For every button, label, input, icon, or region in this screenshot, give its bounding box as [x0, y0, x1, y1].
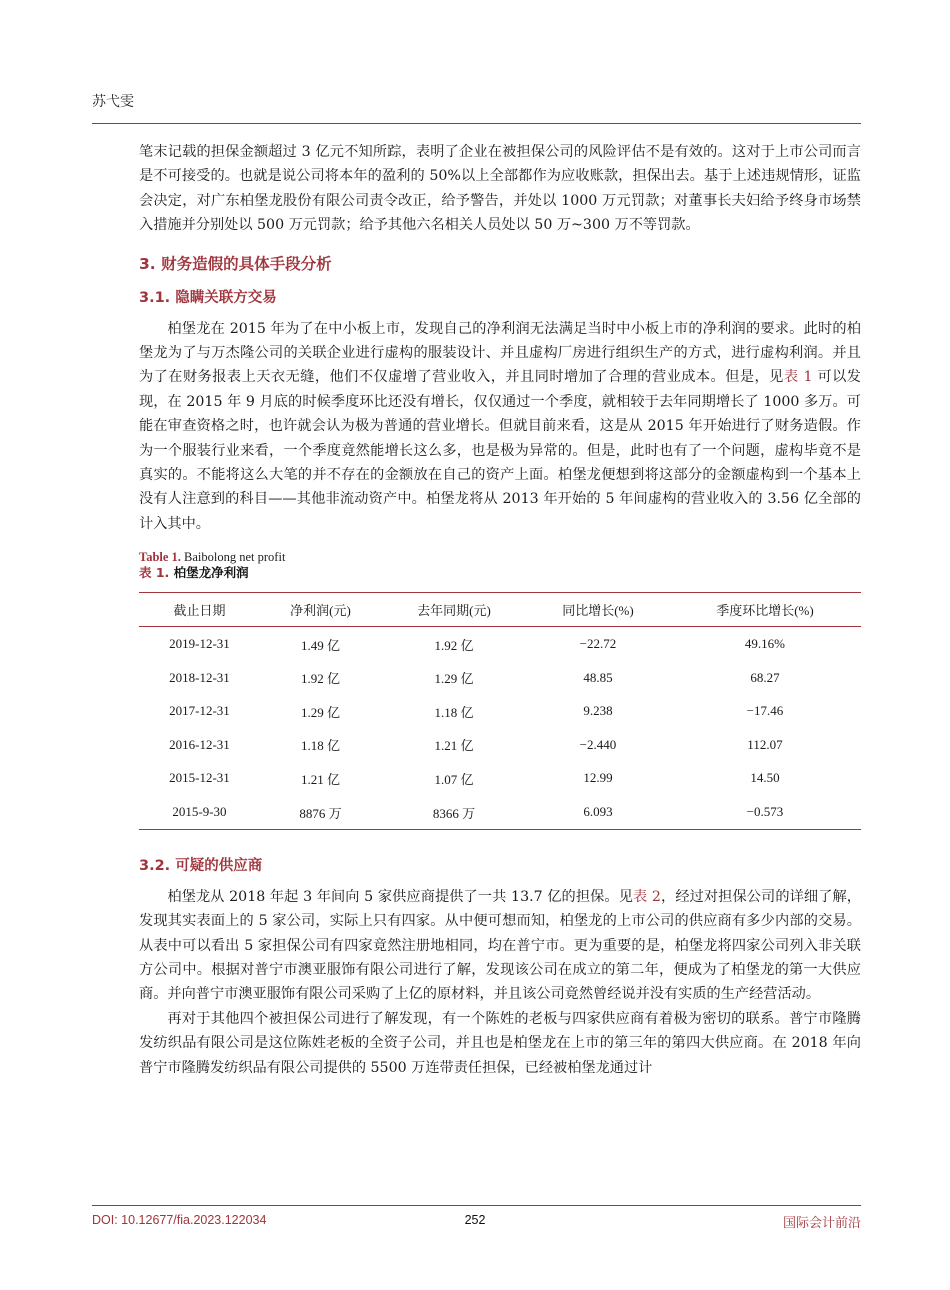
column-header-date: 截止日期	[139, 593, 260, 627]
table-row	[139, 762, 861, 796]
paragraph-text: 可以发现，在 2015 年 9 月底的时候季度环比还没有增长，仅仅通过一个季度，就相较于去年同期增长了 1000 多万。可能在审查资格之时，也许就会认为极为普通的营业增长。但就目前来看，这是从 2015 年开始进行了财务造假。作为一个服装行业来看，一个季度竟然能增长这么多，也是极为异常的。但是，此时也有了一个问题，虚构毕竟不是真实的。不能将这么大笔的并不存在的金额放在自己的资产上面。柏堡龙便想到将这部分的金额虚构到一个基本上没有人注意到的科目——其他非流动资产中。柏堡龙将从 2013 年开始的 5 年间虚构的营业收入的 3.56 亿全部的计入其中。	[139, 369, 861, 532]
table-row	[139, 627, 861, 661]
table-row	[139, 694, 861, 728]
table-cell: 1.07 亿	[434, 771, 474, 787]
table-caption-chinese	[139, 565, 861, 580]
paragraph-text: 柏堡龙从 2018 年起 3 年间向 5 家供应商提供了一共 13.7 亿的担保。见	[167, 888, 633, 905]
column-header-yoy-growth: 同比增长(%)	[527, 593, 669, 627]
paragraph-penalty: 笔末记载的担保金额超过 3 亿元不知所踪，表明了企业在被担保公司的风险评估不是有效的。这对于上市公司而言是不可接受的。也就是说公司将本年的盈利的 50%以上全部都作为应收账款，担保出去。基于上述违规情形，证监会决定，对广东柏堡龙股份有限公司责令改正，给予警告，并处以 1000 万元罚款；对董事长夫妇给予终身市场禁入措施并分别处以 500 万元罚款；给予其他六名相关人员处以 50 万~300 万不等罚款。	[139, 144, 861, 234]
table-cell: 1.18 亿	[300, 738, 340, 754]
table-cell: −0.573	[746, 804, 784, 820]
footer-divider	[92, 1205, 861, 1206]
page-number: 252	[464, 1213, 486, 1227]
table-cell: 2015-12-31	[169, 770, 230, 786]
table-cell: 9.238	[583, 703, 613, 719]
column-header-qoq-growth: 季度环比增长(%)	[669, 593, 861, 627]
table-cell: 1.92 亿	[300, 671, 340, 687]
table-cell: 49.16%	[744, 636, 785, 652]
table-header-row	[139, 593, 861, 627]
table-caption-text: 柏堡龙净利润	[169, 565, 249, 581]
section-heading-3-1: 3.1. 隐瞒关联方交易	[139, 289, 277, 306]
table-2-reference-link[interactable]: 表 2	[632, 888, 661, 905]
table-cell: 1.18 亿	[434, 704, 474, 720]
table-cell: 1.29 亿	[300, 704, 340, 720]
footer-doi-link[interactable]: DOI: 10.12677/fia.2023.122034	[92, 1213, 267, 1227]
paragraph-text: 柏堡龙在 2015 年为了在中小板上市，发现自己的净利润无法满足当时中小板上市的净利润的要求。此时的柏堡龙为了与万杰隆公司的关联企业进行虚构的服装设计、并且虚构厂房进行组织生产的方式，进行虚构利润。并且为了在财务报表上天衣无缝，他们不仅虚增了营业收入，并且同时增加了合理的营业成本。但是，见	[139, 320, 861, 386]
running-header-author: 苏弋雯	[92, 94, 134, 110]
table-cell: 12.99	[583, 770, 613, 786]
net-profit-table	[139, 592, 861, 830]
paragraph-text: ，经过对担保公司的详细了解，发现其实表面上的 5 家公司，实际上只有四家。从中便可想而知，柏堡龙的上市公司的供应商有多少内部的交易。从表中可以看出 5 家担保公司有四家竟然注册地相同，均在普宁市。更为重要的是，柏堡龙将四家公司列入非关联方公司中。根据对普宁市澳亚服饰有限公司进行了解，发现该公司在成立的第二年，便成为了柏堡龙的第一大供应商。并向普宁市澳亚服饰有限公司采购了上亿的原材料，并且该公司竟然曾经说并没有实质的生产经营活动。	[139, 888, 861, 1003]
table-1-reference-link[interactable]: 表 1	[783, 369, 813, 386]
table-cell: −17.46	[746, 703, 784, 719]
column-header-prior-year: 去年同期(元)	[381, 593, 527, 627]
table-row	[139, 795, 861, 829]
table-cell: 2015-9-30	[172, 804, 227, 820]
table-cell: 112.07	[747, 736, 783, 752]
table-cell: 48.85	[583, 669, 613, 685]
table-cell: 2016-12-31	[169, 736, 230, 752]
paragraph-suppliers	[139, 885, 861, 1007]
table-cell: 68.27	[750, 669, 780, 685]
table-cell: 2019-12-31	[169, 636, 230, 652]
table-caption-english	[139, 550, 861, 565]
table-cell: 14.50	[750, 770, 780, 786]
table-cell: 8366 万	[432, 805, 476, 821]
header-divider	[92, 123, 861, 124]
table-caption-label: Table 1.	[139, 550, 181, 565]
table-cell: 2018-12-31	[169, 669, 230, 685]
table-cell: 1.92 亿	[434, 637, 474, 653]
table-cell: −2.440	[579, 736, 617, 752]
section-heading-3: 3. 财务造假的具体手段分析	[139, 254, 332, 273]
table-caption-label: 表 1.	[139, 565, 170, 581]
table-cell: 6.093	[583, 804, 613, 820]
column-header-net-profit: 净利润(元)	[260, 593, 381, 627]
table-cell: 1.21 亿	[300, 771, 340, 787]
table-cell: 8876 万	[299, 805, 342, 821]
table-cell: 1.29 亿	[434, 671, 474, 687]
table-cell: 1.49 亿	[300, 637, 340, 653]
table-cell: 2017-12-31	[169, 703, 230, 719]
table-cell: −22.72	[579, 636, 617, 652]
article-body	[139, 140, 861, 1080]
paragraph-related-party	[139, 317, 861, 537]
table-cell: 1.21 亿	[434, 738, 474, 754]
table-caption-text: Baibolong net profit	[180, 550, 286, 565]
section-heading-3-2: 3.2. 可疑的供应商	[139, 857, 263, 874]
journal-name: 国际会计前沿	[782, 1216, 861, 1231]
table-row	[139, 728, 861, 762]
paragraph-chen-boss: 再对于其他四个被担保公司进行了解发现，有一个陈姓的老板与四家供应商有着极为密切的联系。普宁市隆腾发纺织品有限公司是这位陈姓老板的全资子公司，并且也是柏堡龙在上市的第三年的第四大供应商。在 2018 年向普宁市隆腾发纺织品有限公司提供的 5500 万连带责任担保，已经被柏堡龙通过计	[139, 1010, 861, 1076]
table-row	[139, 661, 861, 695]
